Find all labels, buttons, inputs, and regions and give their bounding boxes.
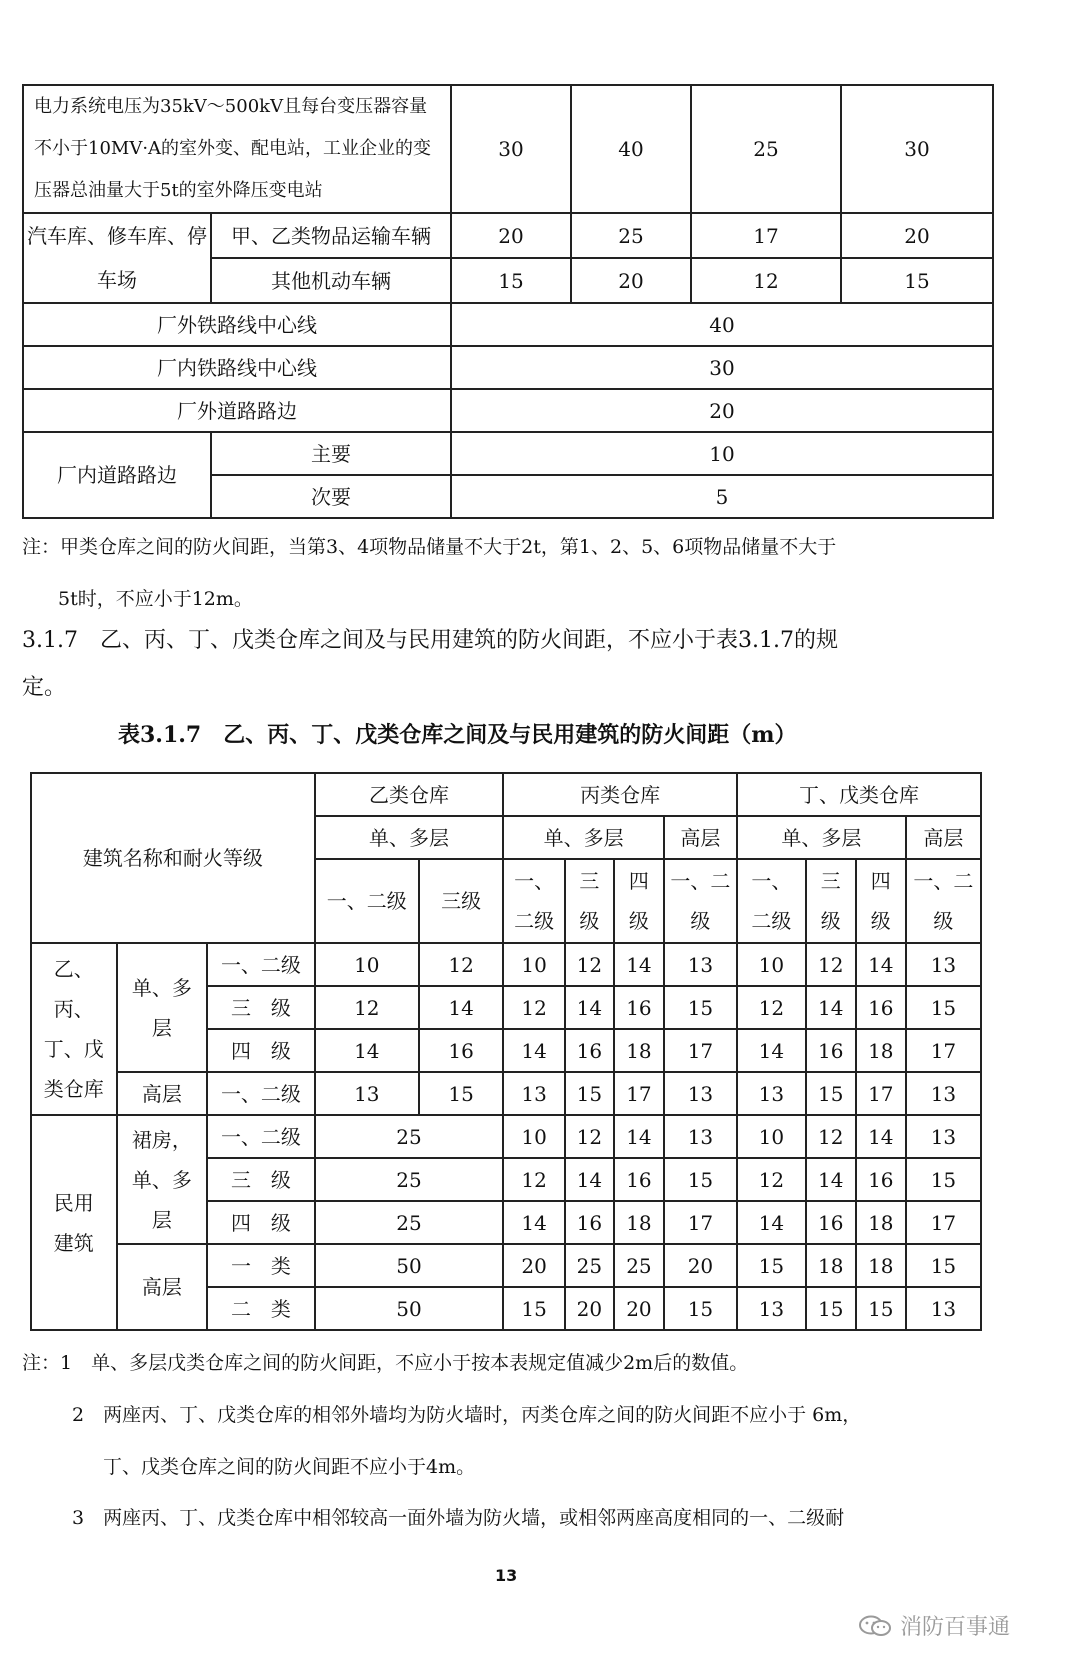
cell: 15	[737, 1244, 806, 1287]
cell: 12	[419, 943, 503, 986]
spacing-table-continued	[22, 84, 994, 519]
cell: 20	[614, 1287, 664, 1330]
grade-part: 一、二	[913, 869, 974, 893]
cell: 15	[664, 1158, 737, 1201]
sub-header: 高层	[906, 816, 981, 859]
cell: 20	[565, 1287, 614, 1330]
cell: 17	[691, 213, 841, 258]
grade-part: 级	[628, 909, 649, 933]
cell: 14	[565, 1158, 614, 1201]
wechat-icon	[858, 1615, 892, 1637]
cell: 15	[906, 1244, 981, 1287]
grade-part: 一、	[514, 869, 555, 893]
cell: 25	[614, 1244, 664, 1287]
grade-header: 三级	[419, 859, 503, 943]
cell: 20	[503, 1244, 565, 1287]
cell: 16	[419, 1029, 503, 1072]
cell: 15	[806, 1072, 856, 1115]
cell: 13	[906, 1115, 981, 1158]
grade-part: 级	[579, 909, 600, 933]
cell: 14	[806, 1158, 856, 1201]
cell: 16	[806, 1029, 856, 1072]
cell: 13	[664, 1115, 737, 1158]
cell: 14	[503, 1201, 565, 1244]
cell: 13	[664, 1072, 737, 1115]
cell: 30	[451, 346, 993, 389]
grade-label: 一、二级	[207, 1115, 314, 1158]
watermark	[858, 1610, 1010, 1641]
cell: 17	[906, 1029, 981, 1072]
cell: 14	[614, 943, 664, 986]
cell: 15	[451, 258, 571, 303]
cell: 13	[315, 1072, 419, 1115]
note-2-cont: 丁、戊类仓库之间的防火间距不应小于4m。	[103, 1456, 476, 1478]
cell: 15	[906, 986, 981, 1029]
cell: 12	[503, 1158, 565, 1201]
cell: 20	[451, 389, 993, 432]
cell: 25	[571, 213, 691, 258]
cell: 17	[664, 1201, 737, 1244]
cell: 30	[841, 85, 993, 213]
road-type-label: 次要	[211, 475, 451, 518]
cell: 12	[565, 1115, 614, 1158]
watermark-text: 消防百事通	[900, 1615, 1011, 1640]
cell: 12	[737, 1158, 806, 1201]
clause-text-cont: 定。	[22, 675, 67, 700]
sub-header: 单、多层	[737, 816, 906, 859]
cell: 14	[565, 986, 614, 1029]
rail-out-label: 厂外铁路线中心线	[23, 303, 451, 346]
cell: 14	[614, 1115, 664, 1158]
grade-header	[503, 859, 565, 943]
grade-header	[614, 859, 664, 943]
grade-part: 二级	[751, 909, 792, 933]
cell: 17	[664, 1029, 737, 1072]
cell: 13	[737, 1072, 806, 1115]
grade-part: 三	[579, 869, 600, 893]
warehouse-group-label: 乙、丙、丁、戊类仓库	[31, 943, 117, 1115]
table-row	[31, 1115, 981, 1158]
cell: 25	[315, 1201, 504, 1244]
cell: 13	[906, 1287, 981, 1330]
cell: 25	[691, 85, 841, 213]
grade-label: 一、二级	[207, 1072, 314, 1115]
cell: 16	[806, 1201, 856, 1244]
grade-header	[737, 859, 806, 943]
cell: 10	[503, 1115, 565, 1158]
sub-header: 单、多层	[315, 816, 504, 859]
high-rise-label: 高层	[117, 1244, 208, 1330]
table-3-1-7	[30, 772, 982, 1331]
table-row	[31, 1072, 981, 1115]
grade-header	[565, 859, 614, 943]
note-2: 2 两座丙、丁、戊类仓库的相邻外墙均为防火墙时，丙类仓库之间的防火间距不应小于 6m，	[72, 1404, 862, 1426]
cell: 13	[906, 1072, 981, 1115]
cell: 14	[856, 943, 906, 986]
grade-header: 一、二级	[315, 859, 419, 943]
cell: 5	[451, 475, 993, 518]
cell: 17	[856, 1072, 906, 1115]
page-number: 13	[495, 1566, 518, 1585]
cell: 14	[806, 986, 856, 1029]
corner-header: 建筑名称和耐火等级	[31, 773, 315, 943]
cell: 12	[737, 986, 806, 1029]
road-in-label: 厂内道路路边	[23, 432, 211, 518]
cell: 13	[503, 1072, 565, 1115]
cell: 25	[565, 1244, 614, 1287]
grade-part: 二级	[514, 909, 555, 933]
cell: 25	[315, 1115, 504, 1158]
sub-header: 单、多层	[503, 816, 664, 859]
cell: 10	[503, 943, 565, 986]
cell: 13	[737, 1287, 806, 1330]
cell: 50	[315, 1287, 504, 1330]
grade-label: 一、二级	[207, 943, 314, 986]
group-header: 乙类仓库	[315, 773, 504, 816]
cell: 15	[664, 1287, 737, 1330]
table-row	[31, 1244, 981, 1287]
podium-multi-label: 裙房，单、多层	[117, 1115, 208, 1244]
grade-label: 二 类	[207, 1287, 314, 1330]
cell: 10	[737, 1115, 806, 1158]
road-out-label: 厂外道路路边	[23, 389, 451, 432]
road-type-label: 主要	[211, 432, 451, 475]
cell: 18	[806, 1244, 856, 1287]
cell: 16	[856, 986, 906, 1029]
table-note-cont: 5t时，不应小于12m。	[58, 588, 253, 610]
group-header: 丙类仓库	[503, 773, 737, 816]
cell: 15	[841, 258, 993, 303]
cell: 40	[451, 303, 993, 346]
cell: 40	[571, 85, 691, 213]
cell: 13	[664, 943, 737, 986]
cell: 50	[315, 1244, 504, 1287]
grade-label: 三 级	[207, 1158, 314, 1201]
cell: 18	[856, 1029, 906, 1072]
cell: 12	[565, 943, 614, 986]
cell: 17	[906, 1201, 981, 1244]
cell: 15	[664, 986, 737, 1029]
grade-label: 四 级	[207, 1029, 314, 1072]
cell: 18	[856, 1201, 906, 1244]
note-1: 注：1 单、多层戊类仓库之间的防火间距，不应小于按本表规定值减少2m后的数值。	[22, 1352, 749, 1374]
vehicle-type-label: 其他机动车辆	[211, 258, 451, 303]
cell: 17	[614, 1072, 664, 1115]
grade-part: 四	[628, 869, 649, 893]
cell: 15	[565, 1072, 614, 1115]
cell: 10	[451, 432, 993, 475]
cell: 16	[614, 1158, 664, 1201]
cell: 12	[315, 986, 419, 1029]
grade-label: 一 类	[207, 1244, 314, 1287]
grade-label: 四 级	[207, 1201, 314, 1244]
cell: 15	[419, 1072, 503, 1115]
cell: 15	[856, 1287, 906, 1330]
grade-part: 级	[690, 909, 711, 933]
cell: 16	[565, 1029, 614, 1072]
table-caption: 表3.1.7 乙、丙、丁、戊类仓库之间及与民用建筑的防火间距（m）	[118, 722, 797, 748]
grade-part: 四	[870, 869, 891, 893]
grade-part: 级	[870, 909, 891, 933]
group-header: 丁、戊类仓库	[737, 773, 981, 816]
cell: 20	[664, 1244, 737, 1287]
cell: 14	[737, 1029, 806, 1072]
cell: 20	[841, 213, 993, 258]
note-3: 3 两座丙、丁、戊类仓库中相邻较高一面外墙为防火墙，或相邻两座高度相同的一、二级耐	[72, 1507, 845, 1529]
table-note: 注：甲类仓库之间的防火间距，当第3、4项物品储量不大于2t，第1、2、5、6项物品储量不大于	[22, 536, 837, 558]
cell: 14	[503, 1029, 565, 1072]
substation-desc: 电力系统电压为35kV～500kV且每台变压器容量不小于10MV·A的室外变、配电站，工业企业的变压器总油量大于5t的室外降压变电站	[23, 85, 451, 213]
cell: 15	[806, 1287, 856, 1330]
cell: 18	[856, 1244, 906, 1287]
grade-header	[856, 859, 906, 943]
sub-header: 高层	[664, 816, 737, 859]
cell: 20	[571, 258, 691, 303]
clause-text: 3.1.7 乙、丙、丁、戊类仓库之间及与民用建筑的防火间距，不应小于表3.1.7的规	[22, 628, 838, 653]
high-rise-label: 高层	[117, 1072, 208, 1115]
cell: 14	[315, 1029, 419, 1072]
cell: 18	[614, 1029, 664, 1072]
cell: 15	[906, 1158, 981, 1201]
grade-part: 一、二	[670, 869, 731, 893]
grade-part: 一、	[751, 869, 792, 893]
cell: 14	[419, 986, 503, 1029]
cell: 16	[565, 1201, 614, 1244]
cell: 12	[503, 986, 565, 1029]
grade-part: 三	[820, 869, 841, 893]
cell: 25	[315, 1158, 504, 1201]
cell: 12	[806, 1115, 856, 1158]
grade-part: 级	[820, 909, 841, 933]
cell: 16	[614, 986, 664, 1029]
cell: 10	[737, 943, 806, 986]
cell: 12	[806, 943, 856, 986]
grade-header	[664, 859, 737, 943]
cell: 10	[315, 943, 419, 986]
cell: 15	[503, 1287, 565, 1330]
cell: 30	[451, 85, 571, 213]
multi-storey-label: 单、多层	[117, 943, 208, 1072]
cell: 20	[451, 213, 571, 258]
grade-header	[806, 859, 856, 943]
grade-header	[906, 859, 981, 943]
cell: 13	[906, 943, 981, 986]
cell: 18	[614, 1201, 664, 1244]
cell: 14	[856, 1115, 906, 1158]
cell: 16	[856, 1158, 906, 1201]
cell: 12	[691, 258, 841, 303]
grade-label: 三 级	[207, 986, 314, 1029]
vehicle-type-label: 甲、乙类物品运输车辆	[211, 213, 451, 258]
cell: 14	[737, 1201, 806, 1244]
table-row	[31, 943, 981, 986]
garage-label: 汽车库、修车库、停车场	[23, 213, 211, 303]
rail-in-label: 厂内铁路线中心线	[23, 346, 451, 389]
civil-group-label: 民用建筑	[31, 1115, 117, 1330]
grade-part: 级	[933, 909, 954, 933]
